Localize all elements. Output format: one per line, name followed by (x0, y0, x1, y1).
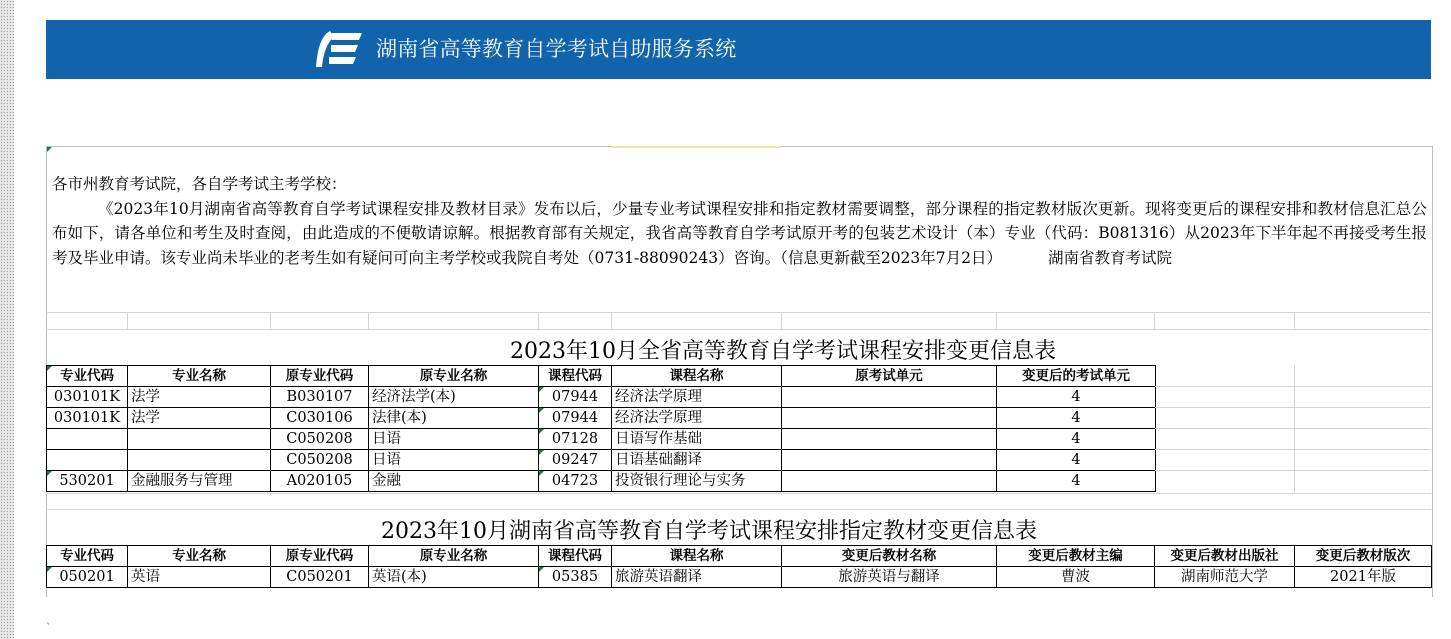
column-header: 原专业名称 (369, 546, 539, 567)
cell-original-major-code: C050208 (271, 450, 369, 471)
cell-course-name: 经济法学原理 (612, 387, 782, 408)
cell-major-name: 英语 (128, 567, 271, 588)
course-schedule-change-table (46, 365, 1156, 492)
header-banner (46, 20, 1431, 79)
cell-new-exam-unit: 4 (997, 450, 1156, 471)
grid-line (538, 312, 539, 329)
cell-original-major-name: 金融 (369, 471, 539, 492)
cell-original-major-code: B030107 (271, 387, 369, 408)
column-header: 课程名称 (612, 366, 782, 387)
cell-new-exam-unit: 4 (997, 429, 1156, 450)
cell-original-major-code: C050208 (271, 429, 369, 450)
grid-line (1294, 312, 1295, 329)
grid-line (127, 312, 128, 329)
cell-course-code: 07944 (539, 408, 612, 429)
grid-line (46, 493, 1431, 494)
cell-comment-marker (539, 429, 544, 434)
column-header: 课程代码 (539, 366, 612, 387)
grid-line (996, 312, 997, 329)
cell-comment-marker (539, 408, 544, 413)
cell-original-major-name: 经济法学(本) (369, 387, 539, 408)
notice-body: 《2023年10月湖南省高等教育自学考试课程安排及教材目录》发布以后，少量专业考试课程安排和指定教材需要调整，部分课程的指定教材版次更新。现将变更后的课程安排和教材信息汇总公布如下，请各单位和考生及时查阅，由此造成的不便敬请谅解。根据教育部有关规定，我省高等教育自学考试原开考的包装艺术设计（本）专业（代码：B081316）从2023年下半年起不再接受考生报考及毕业申请。该专业尚未毕业的老考生如有疑问可向主考学校或我院自考处（0731-88090243）咨询。（信息更新截至2023年7月2日） (52, 199, 1427, 267)
grid-line (1155, 470, 1431, 471)
cell-textbook-edition: 2021年版 (1295, 567, 1432, 588)
table-row (47, 450, 1156, 471)
cell-original-exam-unit (782, 471, 997, 492)
grid-line (1155, 449, 1431, 450)
grid-line (781, 312, 782, 329)
cell-textbook-name: 旅游英语与翻译 (782, 567, 997, 588)
cell-major-code: 030101K (47, 408, 128, 429)
cell-course-code: 04723 (539, 471, 612, 492)
column-header: 专业名称 (128, 366, 271, 387)
table-row (47, 408, 1156, 429)
grid-line (1294, 365, 1295, 493)
cell-major-name: 法学 (128, 408, 271, 429)
cell-course-code: 07944 (539, 387, 612, 408)
grid-line (368, 312, 369, 329)
grid-line (270, 312, 271, 329)
column-header: 专业代码 (47, 366, 128, 387)
cell-major-code: 530201 (47, 471, 128, 492)
table-header-row (47, 546, 1432, 567)
column-header: 原专业代码 (271, 366, 369, 387)
table1-title: 2023年10月全省高等教育自学考试课程安排变更信息表 (510, 339, 1056, 364)
cell-new-exam-unit: 4 (997, 408, 1156, 429)
cell-major-name: 金融服务与管理 (128, 471, 271, 492)
cell-major-name: 法学 (128, 387, 271, 408)
left-pattern-strip (0, 0, 14, 639)
column-header: 变更后教材名称 (782, 546, 997, 567)
column-header: 变更后教材主编 (997, 546, 1155, 567)
column-header: 课程名称 (612, 546, 782, 567)
cell-new-exam-unit: 4 (997, 471, 1156, 492)
cell-major-code (47, 450, 128, 471)
column-header: 原专业代码 (271, 546, 369, 567)
cell-textbook-publisher: 湖南师范大学 (1155, 567, 1295, 588)
grid-line (46, 509, 1431, 510)
cell-comment-marker (539, 387, 544, 392)
cell-comment-marker (47, 471, 52, 476)
cell-original-major-name: 英语(本) (369, 567, 539, 588)
grid-line (1155, 428, 1431, 429)
cell-new-exam-unit: 4 (997, 387, 1156, 408)
cell-original-major-code: C030106 (271, 408, 369, 429)
cell-course-name: 经济法学原理 (612, 408, 782, 429)
hunan-exam-logo-icon (312, 27, 364, 71)
cell-course-name: 日语基础翻译 (612, 450, 782, 471)
grid-line (1155, 386, 1431, 387)
cell-highlight (612, 146, 782, 148)
table-header-row (47, 366, 1156, 387)
grid-line (46, 312, 1431, 313)
page-title: 湖南省高等教育自学考试自助服务系统 (376, 37, 737, 61)
column-header: 原考试单元 (782, 366, 997, 387)
cell-original-exam-unit (782, 429, 997, 450)
cell-course-name: 投资银行理论与实务 (612, 471, 782, 492)
grid-line (1154, 312, 1155, 329)
column-header: 变更后教材版次 (1295, 546, 1432, 567)
cell-major-code (47, 429, 128, 450)
column-header: 专业名称 (128, 546, 271, 567)
column-header: 变更后的考试单元 (997, 366, 1156, 387)
grid-line (46, 329, 1431, 330)
textbook-change-table (46, 545, 1432, 588)
cell-course-code: 07128 (539, 429, 612, 450)
column-header: 原专业名称 (369, 366, 539, 387)
grid-line (611, 312, 612, 329)
table-row (47, 429, 1156, 450)
cell-comment-marker (47, 567, 52, 572)
table-row (47, 567, 1432, 588)
cell-comment-marker (539, 567, 544, 572)
column-header: 专业代码 (47, 546, 128, 567)
cell-major-code: 050201 (47, 567, 128, 588)
table2-title: 2023年10月湖南省高等教育自学考试课程安排指定教材变更信息表 (381, 519, 1037, 544)
cell-original-exam-unit (782, 408, 997, 429)
table-row (47, 387, 1156, 408)
cell-comment-marker (47, 147, 52, 152)
column-header: 变更后教材出版社 (1155, 546, 1295, 567)
grid-line (1155, 407, 1431, 408)
cell-textbook-editor: 曹波 (997, 567, 1155, 588)
cell-comment-marker (47, 366, 52, 371)
cell-comment-marker (539, 450, 544, 455)
column-header: 课程代码 (539, 546, 612, 567)
table-row (47, 471, 1156, 492)
page-end-mark: ` (46, 623, 51, 634)
notice-text (52, 172, 1427, 270)
cell-original-major-name: 日语 (369, 429, 539, 450)
notice-salutation: 各市州教育考试院，各自学考试主考学校： (52, 175, 347, 193)
cell-original-major-code: C050201 (271, 567, 369, 588)
cell-major-name (128, 450, 271, 471)
cell-original-exam-unit (782, 450, 997, 471)
cell-course-code: 09247 (539, 450, 612, 471)
cell-course-code: 05385 (539, 567, 612, 588)
cell-original-exam-unit (782, 387, 997, 408)
cell-course-name: 日语写作基础 (612, 429, 782, 450)
cell-course-name: 旅游英语翻译 (612, 567, 782, 588)
notice-signature: 湖南省教育考试院 (1048, 248, 1173, 267)
cell-original-major-name: 法律(本) (369, 408, 539, 429)
cell-original-major-name: 日语 (369, 450, 539, 471)
cell-comment-marker (539, 471, 544, 476)
cell-original-major-code: A020105 (271, 471, 369, 492)
cell-major-name (128, 429, 271, 450)
cell-major-code: 030101K (47, 387, 128, 408)
